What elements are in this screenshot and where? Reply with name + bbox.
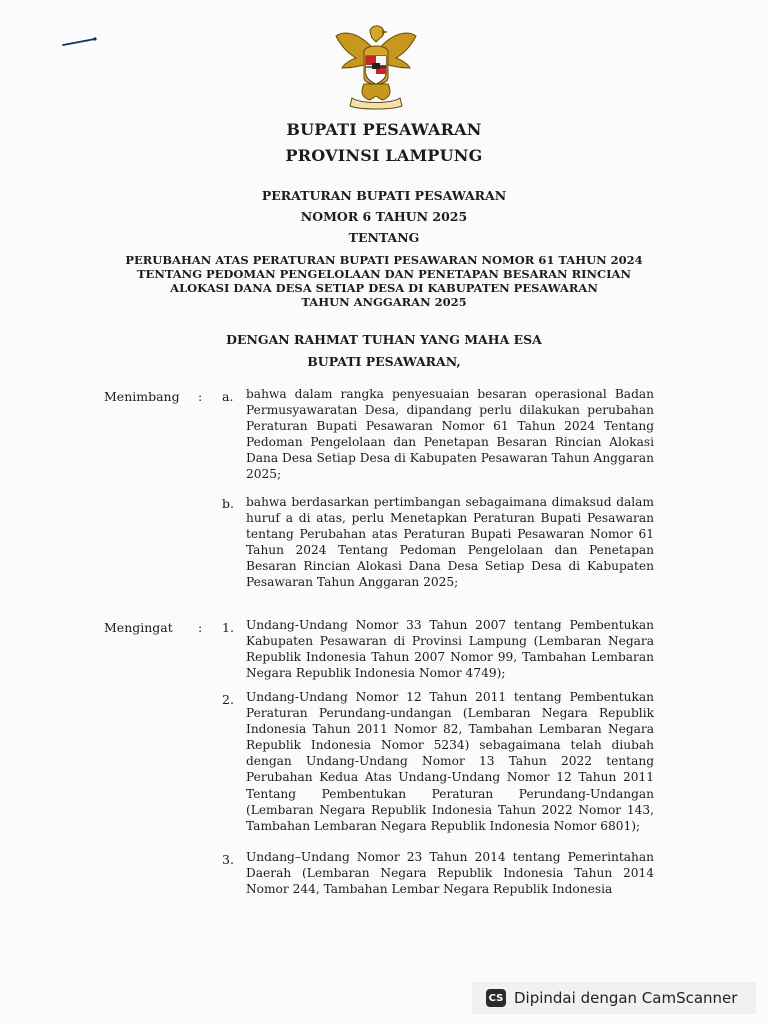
mengingat-label: Mengingat (104, 620, 173, 635)
preamble-line1: DENGAN RAHMAT TUHAN YANG MAHA ESA (226, 332, 542, 347)
mengingat-item-text: Undang–Undang Nomor 23 Tahun 2014 tentang Pemerintahan Daerah (Lembaran Negara Republik Indonesia Tahun 2014 Nomor 244, Tambahan Lembar Negara Republik Indonesia (246, 850, 654, 897)
menimbang-label: Menimbang (104, 389, 180, 404)
regulation-subject-line3: ALOKASI DANA DESA SETIAP DESA DI KABUPATEN PESAWARAN (170, 281, 598, 295)
regulation-subject-line1: PERUBAHAN ATAS PERATURAN BUPATI PESAWARAN NOMOR 61 TAHUN 2024 (125, 253, 643, 267)
mengingat-item-marker: 3. (222, 852, 234, 867)
pen-stroke-mark (62, 36, 98, 48)
preamble-line2: BUPATI PESAWARAN, (307, 354, 461, 369)
regulation-subject-line4: TAHUN ANGGARAN 2025 (301, 295, 467, 309)
menimbang-item-text: bahwa berdasarkan pertimbangan sebagaimana dimaksud dalam huruf a di atas, perlu Menetapkan Peraturan Bupati Pesawaran tentang Perubahan atas Peraturan Bupati Pesawaran Nomor 61 Tahun 2024 Tentang Pedoman Pengelolaan dan Penetapan Besaran Rincian Alokasi Dana Desa Setiap Desa di Kabupaten Pesawaran Tahun Anggaran 2025; (246, 495, 654, 590)
mengingat-item-text: Undang-Undang Nomor 33 Tahun 2007 tentang Pembentukan Kabupaten Pesawaran di Provinsi Lampung (Lembaran Negara Republik Indonesia Tahun 2007 Nomor 99, Tambahan Lembaran Negara Republik Indonesia Nomor 4749); (246, 618, 654, 681)
garuda-emblem-icon (330, 22, 422, 110)
camscanner-text: Dipindai dengan CamScanner (514, 989, 738, 1007)
header-title-line2: PROVINSI LAMPUNG (285, 146, 483, 165)
menimbang-colon: : (198, 389, 203, 404)
menimbang-item-text: bahwa dalam rangka penyesuaian besaran operasional Badan Permusyawaratan Desa, dipandang perlu dilakukan perubahan Peraturan Bupati Pesawaran Nomor 61 Tahun 2024 Tentang Pedoman Pengelolaan dan Penetapan Besaran Rincian Alokasi Dana Desa Setiap Desa di Kabupaten Pesawaran Tahun Anggaran 2025; (246, 387, 654, 482)
camscanner-watermark (472, 982, 756, 1014)
regulation-number: NOMOR 6 TAHUN 2025 (300, 209, 468, 224)
regulation-about: TENTANG (348, 230, 420, 245)
mengingat-item-text: Undang-Undang Nomor 12 Tahun 2011 tentang Pembentukan Peraturan Perundang-undangan (Lembaran Negara Republik Indonesia Tahun 2011 Nomor 82, Tambahan Lembaran Negara Republik Indonesia Nomor 5234) sebagaimana telah diubah dengan Undang-Undang Nomor 13 Tahun 2022 tentang Perubahan Kedua Atas Undang-Undang Nomor 12 Tahun 2011 Tentang Pembentukan Peraturan Perundang-Undangan (Lembaran Negara Republik Indonesia Tahun 2022 Nomor 143, Tambahan Lembaran Negara Republik Indonesia Nomor 6801); (246, 690, 654, 833)
regulation-subject-line2: TENTANG PEDOMAN PENGELOLAAN DAN PENETAPAN BESARAN RINCIAN (137, 267, 631, 281)
mengingat-colon: : (198, 620, 203, 635)
regulation-name: PERATURAN BUPATI PESAWARAN (261, 188, 507, 203)
header-title-line1: BUPATI PESAWARAN (286, 120, 482, 139)
mengingat-item-marker: 1. (222, 620, 234, 635)
menimbang-item-marker: b. (222, 496, 234, 511)
menimbang-item-marker: a. (222, 389, 234, 404)
camscanner-logo-icon: CS (486, 989, 506, 1007)
mengingat-item-marker: 2. (222, 692, 234, 707)
